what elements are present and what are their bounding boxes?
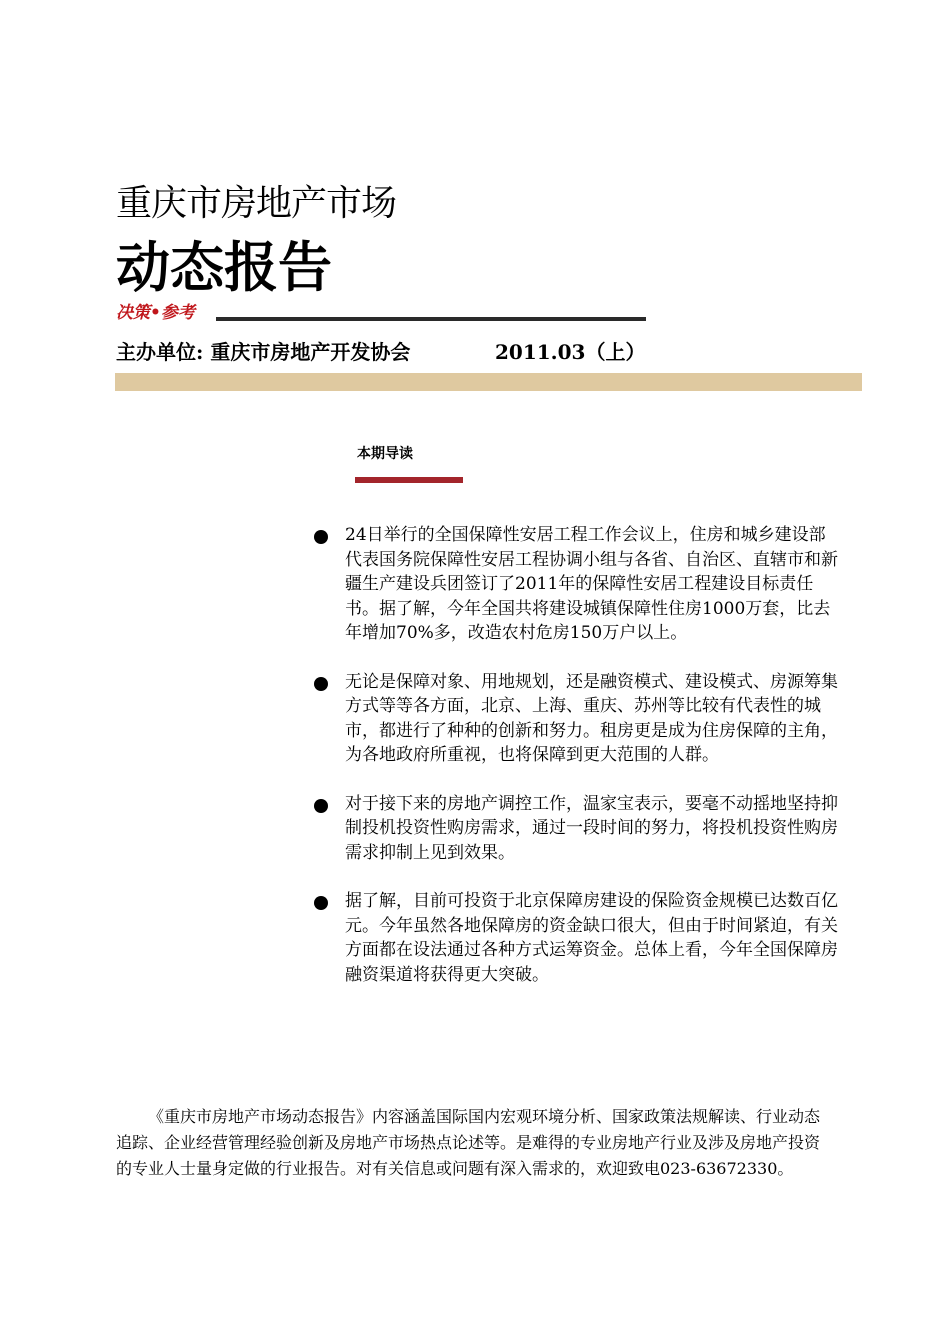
guide-item-text: 无论是保障对象、用地规划，还是融资模式、建设模式、房源筹集方式等等各方面，北京、上海、重庆、苏州等比较有代表性的城市，都进行了种种的创新和努力。租房更是成为住房保障的主角，为各地政府所重视，也将保障到更大范围的人群。 [345,671,838,765]
guide-item [312,792,842,866]
report-title-line1: 重庆市房地产市场 [116,183,397,224]
guide-item-text: 对于接下来的房地产调控工作，温家宝表示，要毫不动摇地坚持抑制投机投资性购房需求，通过一段时间的努力，将投机投资性购房需求抑制上见到效果。 [345,793,838,863]
summary-paragraph: 《重庆市房地产市场动态报告》内容涵盖国际国内宏观环境分析、国家政策法规解读、行业动态追踪、企业经营管理经验创新及房地产市场热点论述等。是难得的专业房地产行业及涉及房地产投资的专业人士量身定做的行业报告。对有关信息或问题有深入需求的，欢迎致电023-63672330。 [116,1107,821,1178]
guide-item-text: 据了解，目前可投资于北京保障房建设的保险资金规模已达数百亿元。今年虽然各地保障房的资金缺口很大，但由于时间紧迫，有关方面都在设法通过各种方式运筹资金。总体上看，今年全国保障房融资渠道将获得更大突破。 [345,891,838,985]
guide-item-text: 24日举行的全国保障性安居工程工作会议上，住房和城乡建设部代表国务院保障性安居工程协调小组与各省、自治区、直辖市和新疆生产建设兵团签订了2011年的保障性安居工程建设目标责任书。据了解，今年全国共将建设城镇保障性住房1000万套，比去年增加70%多，改造农村危房150万户以上。 [345,525,838,643]
issue-date: 2011.03（上） [495,340,646,364]
guide-item [312,889,842,987]
organizer-line: 主办单位: 重庆市房地产开发协会 [116,340,411,364]
tagline: 决策•参考 [116,303,195,323]
guide-heading-rule [355,477,463,483]
header-band [115,373,862,391]
bullet-dot-icon [314,677,328,691]
bullet-dot-icon [314,799,328,813]
bullet-dot-icon [314,530,328,544]
bullet-dot-icon [314,896,328,910]
guide-list [312,523,842,1011]
guide-item [312,670,842,768]
tagline-rule [216,317,646,321]
report-title-line2: 动态报告 [116,236,332,299]
guide-item [312,523,842,646]
guide-heading: 本期导读 [357,446,413,462]
